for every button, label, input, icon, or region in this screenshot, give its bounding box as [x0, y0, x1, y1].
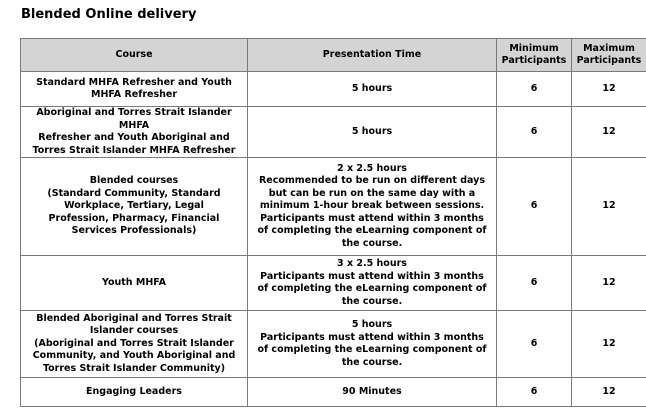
course-cell: Aboriginal and Torres Strait Islander MHFA Refresher and Youth Aboriginal and Torres Strait Islander MHFA Refresher: [21, 107, 248, 158]
course-cell: Blended Aboriginal and Torres Strait Islander courses (Aboriginal and Torres Strait Islander Community, and Youth Aboriginal and Torres Strait Islander Community): [21, 311, 248, 378]
maximum-cell: 12: [572, 72, 646, 107]
maximum-cell: 12: [572, 256, 646, 311]
course-cell: Youth MHFA: [21, 256, 248, 311]
maximum-cell: 12: [572, 158, 646, 256]
table-row: [21, 107, 646, 158]
header-maximum-participants: Maximum Participants: [572, 39, 646, 72]
header-presentation-time: Presentation Time: [248, 39, 497, 72]
header-minimum-participants: Minimum Participants: [497, 39, 572, 72]
maximum-cell: 12: [572, 107, 646, 158]
table-row: [21, 378, 646, 407]
presentation-time-cell: 5 hours: [248, 107, 497, 158]
course-cell: Engaging Leaders: [21, 378, 248, 407]
minimum-cell: 6: [497, 107, 572, 158]
delivery-table: [20, 38, 646, 407]
minimum-cell: 6: [497, 256, 572, 311]
minimum-cell: 6: [497, 311, 572, 378]
presentation-time-cell: 3 x 2.5 hours Participants must attend within 3 months of completing the eLearning component of the course.: [248, 256, 497, 311]
presentation-time-cell: 5 hours Participants must attend within 3 months of completing the eLearning component of the course.: [248, 311, 497, 378]
minimum-cell: 6: [497, 158, 572, 256]
table-row: [21, 256, 646, 311]
course-cell: Standard MHFA Refresher and Youth MHFA Refresher: [21, 72, 248, 107]
table-row: [21, 72, 646, 107]
page-title: Blended Online delivery: [21, 7, 197, 22]
minimum-cell: 6: [497, 378, 572, 407]
maximum-cell: 12: [572, 378, 646, 407]
header-row: [21, 39, 646, 72]
presentation-time-cell: 2 x 2.5 hours Recommended to be run on different days but can be run on the same day with a minimum 1-hour break between sessions. Participants must attend within 3 months of completing the eLearning component of the course.: [248, 158, 497, 256]
minimum-cell: 6: [497, 72, 572, 107]
course-cell: Blended courses (Standard Community, Standard Workplace, Tertiary, Legal Profession, Pharmacy, Financial Services Professionals): [21, 158, 248, 256]
header-course: Course: [21, 39, 248, 72]
presentation-time-cell: 90 Minutes: [248, 378, 497, 407]
presentation-time-cell: 5 hours: [248, 72, 497, 107]
table-row: [21, 158, 646, 256]
maximum-cell: 12: [572, 311, 646, 378]
table-row: [21, 311, 646, 378]
